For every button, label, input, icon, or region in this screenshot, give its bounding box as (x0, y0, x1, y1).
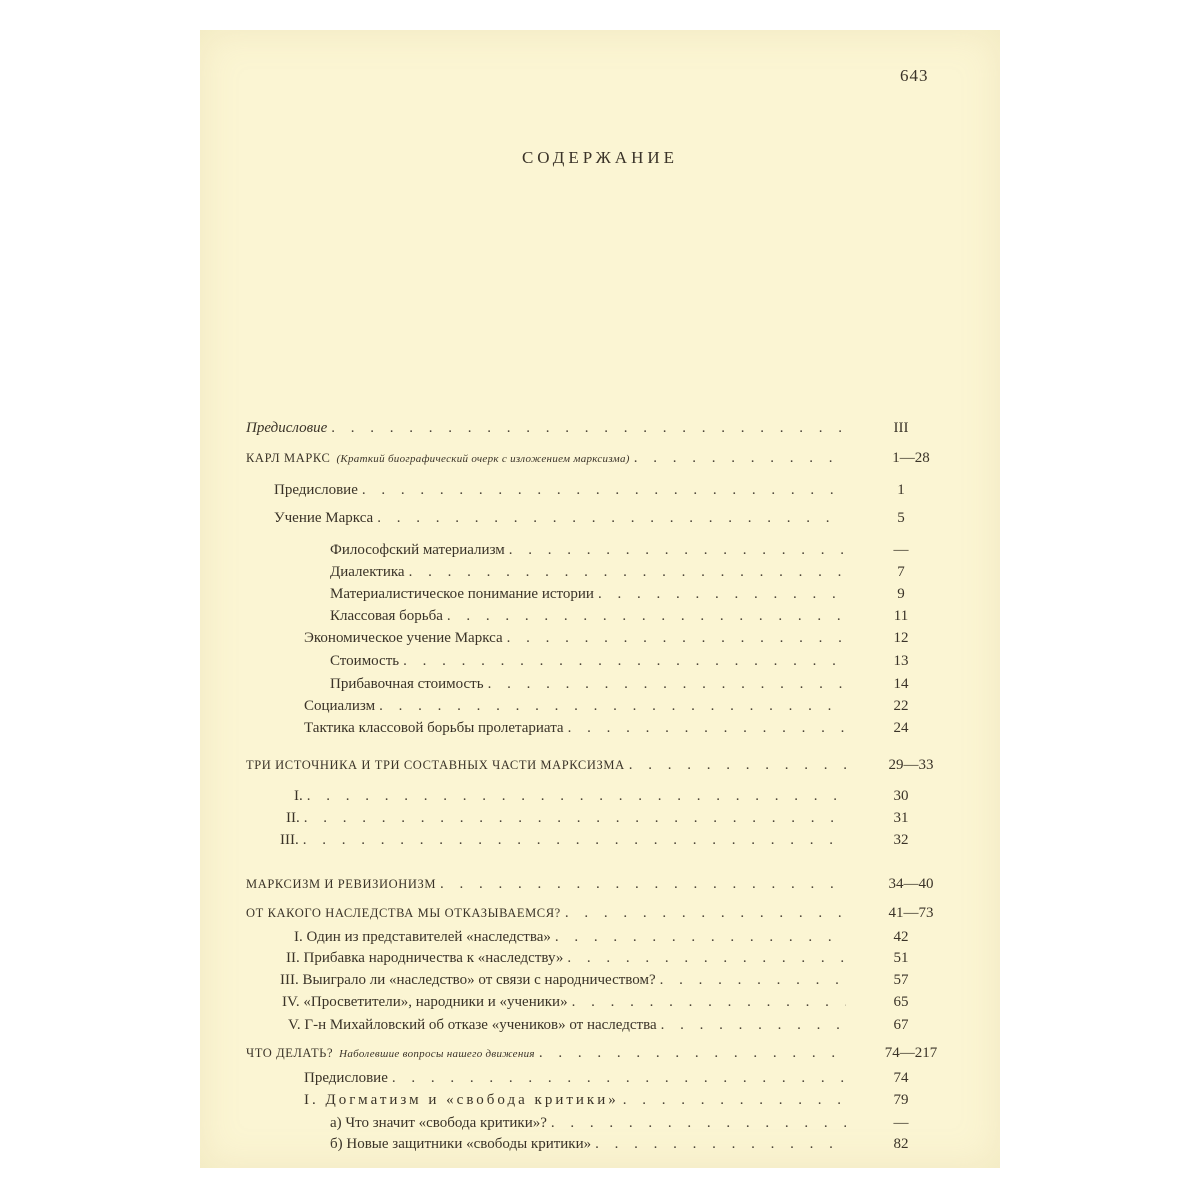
toc-entry (282, 992, 909, 1012)
toc-entry-label: КАРЛ МАРКС (246, 451, 331, 465)
toc-entry (274, 480, 905, 500)
page-number: 643 (900, 66, 929, 85)
toc-entry (304, 628, 909, 648)
toc-entry-label: ЧТО ДЕЛАТЬ? (246, 1046, 334, 1060)
toc-entry-label: Предисловие (246, 420, 328, 436)
dot-leader (623, 1090, 846, 1110)
toc-entry (246, 903, 934, 923)
toc-entry-page: 32 (893, 832, 909, 848)
toc-entry-page: 74 (893, 1070, 909, 1086)
dot-leader (555, 927, 846, 947)
book-page (200, 30, 1000, 1168)
toc-entry-page: 7 (897, 564, 905, 580)
toc-entry-page: 1 (897, 482, 905, 498)
toc-entry (330, 651, 909, 671)
toc-entry-page: III (893, 420, 909, 436)
toc-entry (246, 1043, 938, 1064)
toc-entry (246, 874, 934, 894)
toc-entry-label: Социализм (304, 698, 376, 714)
toc-entry (330, 606, 909, 626)
toc-entry-label: Стоимость (330, 653, 400, 669)
toc-entry-label: III. (280, 832, 299, 848)
toc-entry (330, 584, 905, 604)
toc-entry-page: 79 (893, 1092, 909, 1108)
toc-entry-page: — (893, 1115, 909, 1131)
toc-entry-label: б) Новые защитники «свободы критики» (330, 1136, 592, 1152)
toc-entry (330, 540, 909, 560)
toc-entry (304, 1090, 909, 1110)
toc-entry (304, 1068, 909, 1088)
toc-entry (280, 830, 909, 850)
toc-entry-subtitle: (Краткий биографический очерк с изложением марксизма) (336, 453, 630, 465)
dot-leader (440, 874, 846, 894)
toc-entry-page: 22 (893, 698, 909, 714)
toc-entry (294, 786, 909, 806)
toc-entry-page: 14 (893, 676, 909, 692)
toc-entry-page: 29—33 (888, 757, 934, 773)
toc-entry-label: Классовая борьба (330, 608, 443, 624)
toc-entry (286, 808, 909, 828)
toc-entry-label: I. Один из представителей «наследства» (294, 929, 551, 945)
toc-entry-page: 12 (893, 630, 909, 646)
toc-entry (304, 696, 909, 716)
toc-entry-label: III. Выиграло ли «наследство» от связи с народничеством? (280, 972, 656, 988)
dot-leader (331, 418, 846, 438)
toc-entry-label: II. (286, 810, 300, 826)
toc-entry-label: Предисловие (304, 1070, 388, 1086)
toc-entry (288, 1015, 909, 1035)
dot-leader (539, 1043, 846, 1063)
toc-entry (274, 508, 905, 528)
toc-entry-page: 30 (893, 788, 909, 804)
toc-entry-page: 24 (893, 720, 909, 736)
dot-leader (409, 562, 846, 582)
toc-entry-page: — (893, 542, 909, 558)
toc-entry-page: 42 (893, 929, 909, 945)
toc-entry (280, 970, 909, 990)
dot-leader (507, 628, 846, 648)
dot-leader (661, 1015, 846, 1035)
dot-leader (488, 674, 846, 694)
toc-entry-label: I. (294, 788, 303, 804)
toc-entry-label: МАРКСИЗМ И РЕВИЗИОНИЗМ (246, 877, 437, 891)
dot-leader (447, 606, 846, 626)
toc-entry-page: 67 (893, 1017, 909, 1033)
toc-entry (246, 448, 930, 469)
toc-entry-page: 57 (893, 972, 909, 988)
dot-leader (509, 540, 846, 560)
dot-leader (565, 903, 846, 923)
toc-entry-page: 51 (893, 950, 909, 966)
toc-entry-label: а) Что значит «свобода критики»? (330, 1115, 547, 1131)
toc-entry-label: V. Г-н Михайловский об отказе «учеников» от наследства (288, 1017, 657, 1033)
toc-entry-label: II. Прибавка народничества к «наследству» (286, 950, 564, 966)
toc-entry-label: Материалистическое понимание истории (330, 586, 594, 602)
toc-entry-page: 1—28 (892, 450, 930, 466)
dot-leader (634, 448, 846, 468)
dot-leader (304, 808, 846, 828)
toc-entry (330, 1113, 909, 1133)
toc-entry-page: 82 (893, 1136, 909, 1152)
toc-entry (286, 948, 909, 968)
dot-leader (572, 992, 846, 1012)
toc-entry-page: 13 (893, 653, 909, 669)
toc-entry (330, 1134, 909, 1154)
dot-leader (377, 508, 846, 528)
toc-entry-subtitle: Наболевшие вопросы нашего движения (339, 1048, 535, 1060)
toc-entry-label: Диалектика (330, 564, 405, 580)
dot-leader (362, 480, 846, 500)
dot-leader (379, 696, 846, 716)
dot-leader (307, 786, 846, 806)
toc-entry-label: Философский материализм (330, 542, 505, 558)
dot-leader (403, 651, 846, 671)
dot-leader (629, 755, 846, 775)
dot-leader (303, 830, 846, 850)
toc-entry-label: Экономическое учение Маркса (304, 630, 503, 646)
toc-entry-label: Учение Маркса (274, 510, 374, 526)
toc-entry-label: IV. «Просветители», народники и «ученики» (282, 994, 568, 1010)
dot-leader (567, 948, 846, 968)
dot-leader (660, 970, 846, 990)
toc-entry (246, 755, 934, 775)
toc-entry-label: I. Догматизм и «свобода критики» (304, 1092, 619, 1108)
toc-entry-page: 11 (893, 608, 909, 624)
toc-entry-page: 31 (893, 810, 909, 826)
toc-entry-label: Предисловие (274, 482, 358, 498)
toc-entry (294, 927, 909, 947)
toc-entry-label: Прибавочная стоимость (330, 676, 484, 692)
dot-leader (595, 1134, 846, 1154)
toc-entry-page: 5 (897, 510, 905, 526)
dot-leader (392, 1068, 846, 1088)
toc-entry (304, 718, 909, 738)
dot-leader (551, 1113, 846, 1133)
toc-entry-page: 41—73 (888, 905, 934, 921)
toc-entry-label: ОТ КАКОГО НАСЛЕДСТВА МЫ ОТКАЗЫВАЕМСЯ? (246, 906, 561, 920)
toc-entry-page: 9 (897, 586, 905, 602)
toc-entry (246, 418, 909, 438)
toc-entry-label: ТРИ ИСТОЧНИКА И ТРИ СОСТАВНЫХ ЧАСТИ МАРКСИЗМА (246, 758, 625, 772)
toc-entry-page: 74—217 (884, 1045, 938, 1061)
toc-entry-page: 65 (893, 994, 909, 1010)
page-title: СОДЕРЖАНИЕ (521, 148, 679, 167)
dot-leader (598, 584, 846, 604)
dot-leader (568, 718, 846, 738)
toc-entry-page: 34—40 (888, 876, 934, 892)
toc-entry (330, 562, 905, 582)
toc-entry-label: Тактика классовой борьбы пролетариата (304, 720, 564, 736)
toc-entry (330, 674, 909, 694)
